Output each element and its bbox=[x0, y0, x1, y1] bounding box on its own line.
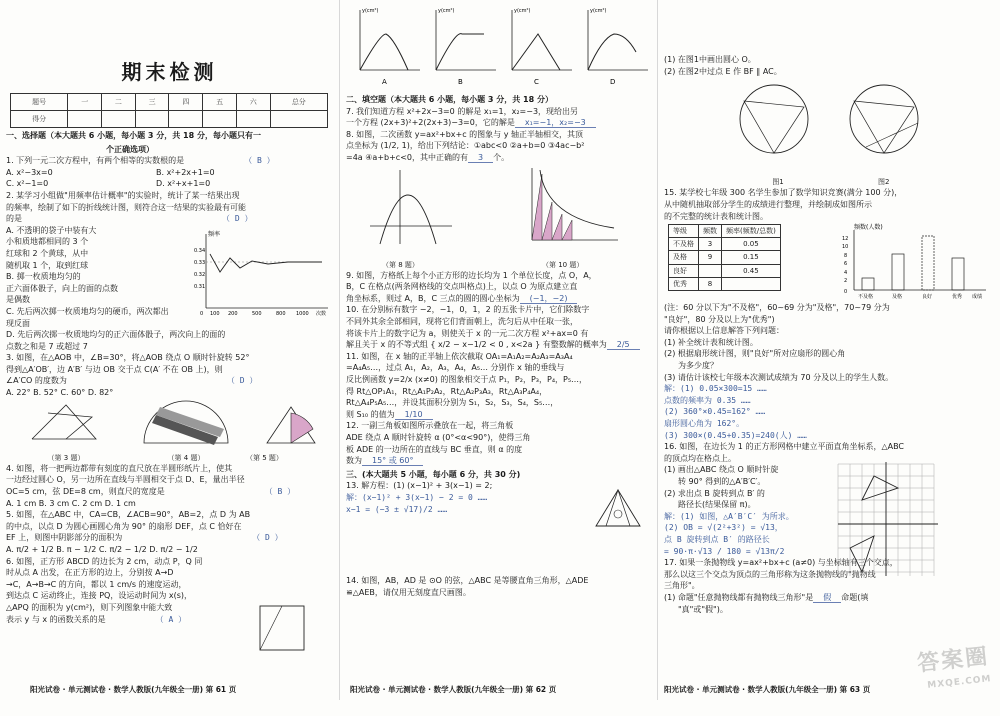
question-8-suffix: 个。 bbox=[493, 152, 510, 162]
question-3-line-2: 得到△A′OB′，边 A′B′ 与边 OB 交于点 C(A′ 不在 OB 上)，则 bbox=[6, 364, 223, 374]
question-10-text: 解且关于 x 的不等式组 { x/2 − x−1/2 < 0 , x<2a } 有整数解的概率为 bbox=[346, 340, 607, 350]
question-15-line-3: 的不完整的统计表和统计图。 bbox=[664, 211, 768, 221]
chart-ylabel: 频率 bbox=[208, 231, 221, 238]
figure-q14-1 bbox=[734, 77, 814, 163]
page-title: 期末检测 bbox=[121, 60, 218, 84]
bar-excellent bbox=[952, 258, 964, 290]
page-footer: 阳光试卷 · 单元测试卷 · 数学人教版(九年级全一册) 第 62 页 bbox=[350, 685, 557, 695]
question-16-work: 解：(1) 如图，△A′B′C′ 为所求。 bbox=[664, 511, 794, 521]
question-7-line-1: 7. 我们知道方程 x²+2x−3=0 的解是 x₁=1，x₂=−3，现给出另 bbox=[346, 106, 579, 116]
graph-curve bbox=[360, 34, 408, 70]
question-5-options: A. π/2 + 1/2 B. π − 1/2 C. π/2 − 1/2 D. π/2 − 1/2 bbox=[6, 544, 198, 554]
section-2-heading: 二、填空题（本大题共 6 小题，每小题 3 分，共 18 分） bbox=[346, 95, 553, 104]
question-14-part-1: (1) 在图1中画出圆心 O。 bbox=[664, 55, 756, 64]
watermark-url: MXQE.COM bbox=[926, 674, 992, 691]
question-11-line-6 bbox=[346, 409, 651, 421]
score-header-cell: 二 bbox=[102, 94, 136, 111]
circle-o bbox=[740, 85, 808, 153]
question-5-line-3 bbox=[6, 532, 333, 544]
question-15-line-1: 15. 某学校七年级 300 名学生参加了数学知识竞赛(满分 100 分)， bbox=[664, 188, 903, 198]
question-4-text: OC=5 cm，弦 DE=8 cm，则直尺的宽度是 bbox=[6, 486, 165, 496]
question-1-answer: （ B ） bbox=[244, 156, 275, 166]
question-4-options: A. 1 cm B. 3 cm C. 2 cm D. 1 cm bbox=[6, 498, 136, 508]
question-8-line-2: 点坐标为 (1/2, 1)，给出下列结论：①abc<0 ②a+b=0 ③4ac−b² bbox=[346, 141, 585, 151]
y-tick-label: 0 bbox=[200, 311, 204, 317]
score-table-header-row bbox=[11, 94, 328, 111]
table-cell: 及格 bbox=[669, 251, 699, 264]
question-6-line: →C，A→B→C 的方向，都以 1 cm/s 的速度运动， bbox=[6, 579, 187, 589]
shaded-sector bbox=[291, 413, 313, 443]
question-15-work: (3) 300×(0.45+0.35)=240(人) …… bbox=[664, 430, 807, 440]
graph-option-a bbox=[350, 4, 422, 88]
question-9-line-3 bbox=[346, 293, 651, 305]
figure-caption: （第 4 题） bbox=[167, 453, 205, 462]
question-5-text: EF 上，则图中阴影部分的面积为 bbox=[6, 533, 123, 543]
figure-q6-square bbox=[252, 600, 312, 658]
question-10-line-3: 将该卡片上的数字记为 a，则使关于 x 的一元二次方程 x²+ax=0 有 bbox=[346, 328, 589, 338]
y-tick-label: 6 bbox=[844, 261, 848, 268]
question-11-answer: 1/10 bbox=[395, 410, 433, 420]
q2-option-b-line: 是偶数 bbox=[6, 295, 30, 305]
question-15-work: (2) 360°×0.45=162° …… bbox=[664, 407, 766, 417]
question-9-line-2: B，C 在格点(两条网格线的交点叫格点)上，以点 O 为原点建立直 bbox=[346, 282, 578, 292]
score-header-cell: 三 bbox=[135, 94, 169, 111]
table-cell: 良好 bbox=[669, 264, 699, 277]
question-14-line-2: ≌△AEB，请仅用无刻度直尺画图。 bbox=[346, 587, 471, 597]
watermark-text: 答案圈 bbox=[916, 644, 991, 677]
question-2-line-2: 的频率，绘制了如下的折线统计图，则符合这一结果的实验最有可能 bbox=[6, 202, 246, 212]
graph-curve bbox=[588, 34, 636, 70]
graph-yunit: y(cm²) bbox=[362, 8, 379, 14]
question-5-answer: （ D ） bbox=[252, 533, 283, 543]
q2-option-d-line: 点数之和是 7 或超过 7 bbox=[6, 341, 88, 351]
question-4-line-3 bbox=[6, 486, 333, 498]
figure-captions bbox=[664, 177, 994, 187]
question-16-work: = 90·π·√13 / 180 = √13π/2 bbox=[664, 546, 785, 556]
q2-option-c-line: 现反面 bbox=[6, 318, 30, 328]
figure-q10-hyperbola bbox=[526, 166, 622, 248]
question-8-answer: 3 bbox=[468, 153, 493, 163]
question-6-answer: （ A ） bbox=[155, 614, 187, 624]
question-5-line-1: 5. 如图，在△ABC 中，CA=CB，∠ACB=90°，AB=2，点 D 为 AB bbox=[6, 510, 251, 520]
parabola-curve bbox=[380, 195, 436, 244]
question-17-suffix: 命题(填 bbox=[841, 592, 869, 602]
question-16-part: 转 90° 得到的△A′B′C′。 bbox=[678, 477, 766, 487]
question-11-line-2: =A₄A₅…，过点 A₁，A₂，A₃，A₄，A₅… 分别作 x 轴的垂线与 bbox=[346, 363, 565, 373]
question-6-line: 时从点 A 出发，在正方形的边上，分别按 A→D bbox=[6, 568, 174, 578]
graph-option-label: B bbox=[458, 78, 463, 86]
page-62 bbox=[340, 0, 658, 700]
figure-caption: 图2 bbox=[878, 178, 890, 187]
question-9-answer: (−1，−2) bbox=[520, 294, 578, 304]
table-cell bbox=[722, 277, 781, 290]
question-6-line bbox=[6, 614, 226, 626]
question-2-answer: （ D ） bbox=[222, 214, 253, 224]
question-11-text: 则 S₁₀ 的值为 bbox=[346, 409, 395, 419]
graph-option-b bbox=[426, 4, 498, 88]
table-cell: 不及格 bbox=[669, 238, 699, 251]
frequency-bar-chart bbox=[840, 222, 990, 302]
graph-yunit: y(cm²) bbox=[590, 8, 607, 14]
question-10-line-4 bbox=[346, 339, 651, 351]
table-cell bbox=[699, 264, 722, 277]
graph-option-label: D bbox=[610, 78, 616, 86]
y-tick-label: 8 bbox=[844, 253, 848, 260]
score-header-cell: 一 bbox=[68, 94, 102, 111]
table-header-cell: 等级 bbox=[669, 225, 699, 238]
table-cell: 0.05 bbox=[722, 238, 781, 251]
q2-option-b-line: B. 掷一枚质地均匀的 bbox=[6, 272, 81, 282]
shaded-triangle bbox=[552, 214, 562, 240]
figure-q5 bbox=[261, 399, 321, 449]
graph-curve bbox=[512, 34, 560, 70]
table-header-cell: 频率(频数/总数) bbox=[722, 225, 781, 238]
q6-graph-options bbox=[346, 0, 651, 92]
question-11-line-5: Rt△A₄P₅A₅…，并设其面积分别为 S₁，S₂，S₃，S₄，S₅…， bbox=[346, 398, 559, 408]
figure-caption: （第 5 题） bbox=[246, 453, 283, 462]
question-17-line-1: 17. 如果一条抛物线 y=ax²+bx+c (a≠0) 与坐标轴有三个交点， bbox=[664, 558, 898, 568]
graph-option-d bbox=[578, 4, 650, 88]
section-1-heading-cont: 个正确选项） bbox=[106, 144, 154, 154]
question-12-answer: 15° 或 60° bbox=[362, 456, 423, 466]
question-6-line: 到达点 C 运动终止，连接 PQ，设运动时间为 x(s)， bbox=[6, 591, 193, 601]
question-17-line-3: 三角形"。 bbox=[664, 581, 700, 591]
x-tick-label: 1000 bbox=[296, 311, 309, 317]
figure-caption: （第 10 题） bbox=[542, 260, 584, 269]
question-9-line-1: 9. 如图，方格纸上每个小正方形的边长均为 1 个单位长度，点 O，A， bbox=[346, 270, 597, 280]
frequency-table bbox=[668, 224, 781, 291]
bar-pass bbox=[892, 254, 904, 290]
question-14-part-2: (2) 在图2中过点 E 作 BF ∥ AC。 bbox=[664, 66, 782, 76]
question-15-part-3: (3) 请估计该校七年级本次测试成绩为 70 分及以上的学生人数。 bbox=[664, 372, 894, 382]
question-8-line-1: 8. 如图，二次函数 y=ax²+bx+c 的图象与 y 轴正半轴相交，其顶 bbox=[346, 129, 583, 139]
y-tick-label: 0 bbox=[844, 289, 848, 296]
q2-option-b-line: 正六面体骰子，向上的面的点数 bbox=[6, 283, 118, 293]
q2-option-a-line: 随机取 1 个，取到红球 bbox=[6, 260, 89, 270]
question-6-text: 表示 y 与 x 的函数关系的是 bbox=[6, 614, 106, 624]
shaded-triangle bbox=[532, 174, 542, 240]
x-category-label: 不及格 bbox=[858, 294, 874, 301]
figure-caption: （第 8 题） bbox=[382, 260, 419, 269]
question-15-part-2-cont: 为多少度？ bbox=[678, 361, 718, 371]
question-15-note-1: (注：60 分以下为"不及格"，60~69 分为"及格"，70~79 分为 bbox=[664, 303, 890, 313]
y-tick-label: 4 bbox=[844, 270, 848, 277]
score-cell bbox=[270, 111, 327, 128]
table-row bbox=[669, 277, 781, 290]
question-17-answer: 假 bbox=[813, 593, 841, 603]
circle-mark bbox=[614, 510, 622, 518]
question-8-line-3 bbox=[346, 152, 651, 164]
triangle-abc bbox=[596, 490, 640, 526]
question-4-line-1: 4. 如图，将一把两边都带有刻度的直尺放在半圆形纸片上，使其 bbox=[6, 463, 233, 473]
question-5-line-2: 的中点，以点 D 为圆心画圆心角为 90° 的扇形 DEF，点 C 恰好在 bbox=[6, 521, 242, 531]
graph-option-c bbox=[502, 4, 574, 88]
triangle-ade bbox=[606, 490, 630, 526]
question-17-line-2: 那么以这三个交点为顶点的三角形称为这条抛物线的"抛物线 bbox=[664, 569, 876, 579]
page-61 bbox=[0, 0, 340, 700]
score-table-row bbox=[11, 111, 328, 128]
y-tick-label: 0.32 bbox=[194, 272, 206, 278]
question-14-line-1: 14. 如图，AB，AD 是 ⊙O 的弦，△ABC 是等腰直角三角形，△ADE bbox=[346, 576, 589, 586]
question-9-text: 角坐标系，则过 A，B，C 三点的圆的圆心坐标为 bbox=[346, 293, 520, 303]
figure-q16-grid bbox=[834, 460, 946, 580]
score-cell bbox=[102, 111, 136, 128]
question-16-part: (2) 求出点 B 旋转到点 B′ 的 bbox=[664, 488, 765, 498]
question-12-line: 12. 一副三角板如图所示叠放在一起，将三角板 bbox=[346, 421, 514, 431]
question-15-note-2: "良好"，80 分及以上为"优秀") bbox=[664, 314, 775, 324]
figures-q8-q10 bbox=[346, 164, 651, 260]
question-10-line-2: 不同外其余全部相同，现将它们背面朝上，洗匀后从中任取一张， bbox=[346, 317, 578, 327]
x-tick-label: 200 bbox=[228, 311, 238, 317]
score-cell bbox=[203, 111, 237, 128]
watermark-logo bbox=[916, 641, 992, 693]
table-row bbox=[669, 238, 781, 251]
question-3-line-1: 3. 如图，在△AOB 中，∠B=30°，将△AOB 绕点 O 顺时针旋转 52° bbox=[6, 353, 250, 363]
score-header-cell: 四 bbox=[169, 94, 203, 111]
question-17-part-1-cont: "真"或"假")。 bbox=[678, 604, 728, 614]
question-15-prompt: 请你根据以上信息解答下列问题： bbox=[664, 326, 784, 336]
question-13-work: x−1 = (−3 ± √17)/2 …… bbox=[346, 504, 448, 514]
figure-q14-2 bbox=[844, 77, 924, 163]
figure-captions bbox=[6, 453, 333, 463]
table-cell: 3 bbox=[699, 238, 722, 251]
question-1-options-cd bbox=[6, 178, 333, 190]
figures-row bbox=[6, 399, 333, 453]
option-d: D. x²+x+1=0 bbox=[156, 179, 211, 189]
question-2-line-3 bbox=[6, 213, 333, 225]
score-cell bbox=[68, 111, 102, 128]
graph-option-label: A bbox=[382, 78, 387, 86]
page-footer: 阳光试卷 · 单元测试卷 · 数学人教版(九年级全一册) 第 61 页 bbox=[30, 685, 237, 695]
question-15-work: 扇形圆心角为 162°。 bbox=[664, 419, 745, 429]
question-15-part-2: (2) 根据扇形统计图，则"良好"所对应扇形的圆心角 bbox=[664, 349, 846, 359]
question-6-line: 6. 如图，正方形 ABCD 的边长为 2 cm，动点 P，Q 同 bbox=[6, 556, 203, 566]
question-4-answer: （ B ） bbox=[264, 486, 296, 496]
option-c: C. x²−1=0 bbox=[6, 179, 49, 189]
question-16-work: (2) OB = √(2²+3²) = √13， bbox=[664, 523, 783, 533]
y-tick-label: 10 bbox=[842, 244, 849, 251]
section-3-heading: 三、(本大题共 5 小题，每小题 6 分，共 30 分) bbox=[346, 469, 521, 479]
option-a: A. x²−3x=0 bbox=[6, 167, 53, 177]
question-16-line-1: 16. 如图，在边长为 1 的正方形网格中建立平面直角坐标系，△ABC bbox=[664, 442, 904, 452]
option-b: B. x²+2x+1=0 bbox=[156, 167, 215, 177]
y-tick-label: 12 bbox=[842, 236, 849, 243]
table-header-cell: 频数 bbox=[699, 225, 722, 238]
x-tick-label: 800 bbox=[276, 311, 286, 317]
x-category-label: 良好 bbox=[922, 294, 933, 301]
question-3-line-3 bbox=[6, 375, 333, 387]
segment-pq bbox=[260, 606, 282, 650]
figure-caption: （第 3 题） bbox=[47, 453, 85, 462]
bar-good bbox=[922, 236, 934, 290]
question-12-line: 板 ADE 的一边所在的直线与 BC 垂直，则 α 的度 bbox=[346, 444, 523, 454]
figure-q3 bbox=[26, 399, 106, 449]
section-1-heading: 一、选择题（本大题共 6 小题，每小题 3 分，共 18 分，每小题只有一 bbox=[6, 131, 261, 140]
question-7-line-2 bbox=[346, 117, 651, 129]
q15-figures bbox=[664, 222, 994, 302]
question-3-answer: （ D ） bbox=[226, 376, 258, 386]
shaded-triangle bbox=[542, 202, 552, 240]
graph-option-label: C bbox=[534, 78, 539, 86]
figure-q4 bbox=[136, 399, 236, 449]
frequency-line-chart bbox=[192, 228, 332, 318]
q2-option-a-line: 小和质地都相同的 3 个 bbox=[6, 237, 89, 247]
graph-curve bbox=[436, 34, 484, 70]
q2-option-d-line: D. 先后两次掷一枚质地均匀的正六面体骰子，两次向上的面的 bbox=[6, 330, 226, 340]
score-header-cell: 六 bbox=[236, 94, 270, 111]
table-cell: 0.15 bbox=[722, 251, 781, 264]
question-1 bbox=[6, 155, 333, 167]
bar-fail bbox=[862, 278, 874, 290]
bar-chart-xlabel: 成绩 bbox=[972, 294, 983, 301]
question-1-text: 1. 下列一元二次方程中，有两个相等的实数根的是 bbox=[6, 156, 185, 166]
question-17-text: (1) 命题"任意抛物线都有抛物线三角形"是 bbox=[664, 592, 814, 602]
page-footer: 阳光试卷 · 单元测试卷 · 数学人教版(九年级全一册) 第 63 页 bbox=[664, 685, 871, 695]
question-7-answer: x₁=−1，x₂=−3 bbox=[515, 118, 596, 128]
x-category-label: 优秀 bbox=[952, 294, 963, 301]
question-1-options-ab bbox=[6, 167, 333, 179]
q2-option-a-line: A. 不透明的袋子中装有大 bbox=[6, 225, 97, 235]
question-15-work: 点数的频率为 0.35 …… bbox=[664, 395, 751, 405]
graph-yunit: y(cm²) bbox=[514, 8, 531, 14]
page-63 bbox=[658, 0, 1000, 700]
question-3-text: ∠A′CO 的度数为 bbox=[6, 376, 67, 386]
question-16-line-2: 的顶点均在格点上。 bbox=[664, 453, 736, 463]
question-6 bbox=[6, 556, 226, 626]
question-16-work: 点 B 旋转到点 B′ 的路径长 bbox=[664, 534, 770, 544]
score-header-cell: 题号 bbox=[11, 94, 68, 111]
x-tick-label: 100 bbox=[210, 311, 220, 317]
score-cell bbox=[169, 111, 203, 128]
table-cell: 8 bbox=[699, 277, 722, 290]
question-13-text: 13. 解方程：(1) (x−1)² + 3(x−1) = 2; bbox=[346, 481, 493, 491]
table-cell: 0.45 bbox=[722, 264, 781, 277]
graph-yunit: y(cm²) bbox=[438, 8, 455, 14]
y-tick-label: 0.34 bbox=[194, 248, 206, 254]
question-12 bbox=[346, 420, 576, 466]
question-12-line: ADE 绕点 A 顺时针旋转 α (0°<α<90°)，使得三角 bbox=[346, 433, 531, 443]
question-11-line-4: 得 Rt△OP₁A₁，Rt△A₁P₂A₂，Rt△A₂P₃A₃，Rt△A₃P₄A₄， bbox=[346, 386, 548, 396]
question-4-line-2: 一边经过圆心 O，另一边所在直线与半圆相交于点 D、E，量出半径 bbox=[6, 475, 245, 485]
figure-caption: 图1 bbox=[772, 178, 784, 187]
table-cell: 优秀 bbox=[669, 277, 699, 290]
x-category-label: 及格 bbox=[892, 294, 903, 301]
question-16-part: (1) 画出△ABC 绕点 O 顺时针旋 bbox=[664, 465, 779, 475]
question-2-text: 的是 bbox=[6, 214, 22, 224]
question-16-part: 路径长(结果保留 π)。 bbox=[678, 500, 756, 510]
figure-q8-parabola bbox=[366, 166, 456, 248]
figure-q12-triangles bbox=[590, 486, 646, 530]
question-15-part-1: (1) 补全统计表和统计图。 bbox=[664, 337, 758, 347]
question-2-options-left bbox=[6, 225, 126, 283]
score-row-label: 得分 bbox=[11, 111, 68, 128]
question-15-work: 解：(1) 0.05×300=15 …… bbox=[664, 384, 767, 394]
shaded-triangle bbox=[562, 220, 572, 240]
question-7-text: 一个方程 (2x+3)²+2(2x+3)−3=0，它的解是 bbox=[346, 118, 515, 128]
question-11-line-3: 反比例函数 y=2/x (x≠0) 的图象相交于点 P₁，P₂，P₃，P₄，P₅…， bbox=[346, 375, 588, 385]
question-8-text: =4a ④a+b+c<0，其中正确的有 bbox=[346, 152, 468, 162]
question-12-line bbox=[346, 455, 576, 467]
question-12-text: 数为 bbox=[346, 456, 362, 466]
score-header-cell: 五 bbox=[203, 94, 237, 111]
chart-xlabel: 次数 bbox=[316, 311, 327, 317]
question-10-line-1: 10. 在分别标有数字 −2，−1，0，1，2 的五张卡片中，它们除数字 bbox=[346, 305, 590, 315]
score-header-cell: 总分 bbox=[270, 94, 327, 111]
score-table bbox=[10, 93, 328, 128]
question-13-work: 解：(x−1)² + 3(x−1) − 2 = 0 …… bbox=[346, 492, 488, 502]
question-11-line-1: 11. 如图，在 x 轴的正半轴上依次截取 OA₁=A₁A₂=A₂A₃=A₃A₄ bbox=[346, 351, 573, 361]
circle-o bbox=[850, 85, 918, 153]
x-tick-label: 500 bbox=[252, 311, 262, 317]
figure-captions bbox=[346, 260, 651, 270]
question-2-line-1: 2. 某学习小组做"用频率估计概率"的实验时，统计了某一结果出现 bbox=[6, 190, 240, 200]
square-abcd bbox=[260, 606, 304, 650]
question-6-line: △APQ 的面积为 y(cm²)，则下列图象中能大致 bbox=[6, 602, 173, 612]
question-10-answer: 2/5 bbox=[607, 340, 640, 350]
y-tick-label: 2 bbox=[844, 278, 848, 285]
y-tick-label: 0.33 bbox=[194, 260, 206, 266]
score-cell bbox=[135, 111, 169, 128]
question-15-line-2: 从中随机抽取部分学生的成绩进行整理，并绘制成如图所示 bbox=[664, 199, 872, 209]
figures-q14 bbox=[664, 77, 994, 177]
y-tick-label: 0.31 bbox=[194, 284, 206, 290]
table-row bbox=[669, 251, 781, 264]
q2-option-c-line: C. 先后两次掷一枚质地均匀的硬币，两次都出 bbox=[6, 306, 169, 316]
table-cell: 9 bbox=[699, 251, 722, 264]
q2-option-a-line: 红球和 2 个黄球，从中 bbox=[6, 248, 89, 258]
table-row bbox=[669, 264, 781, 277]
frequency-series-line bbox=[210, 254, 322, 272]
question-3-options: A. 22° B. 52° C. 60° D. 82° bbox=[6, 388, 114, 398]
table-header-row bbox=[669, 225, 781, 238]
question-17-part-1 bbox=[664, 592, 994, 604]
bar-chart-title: 频数(人数) bbox=[854, 224, 883, 232]
score-cell bbox=[236, 111, 270, 128]
